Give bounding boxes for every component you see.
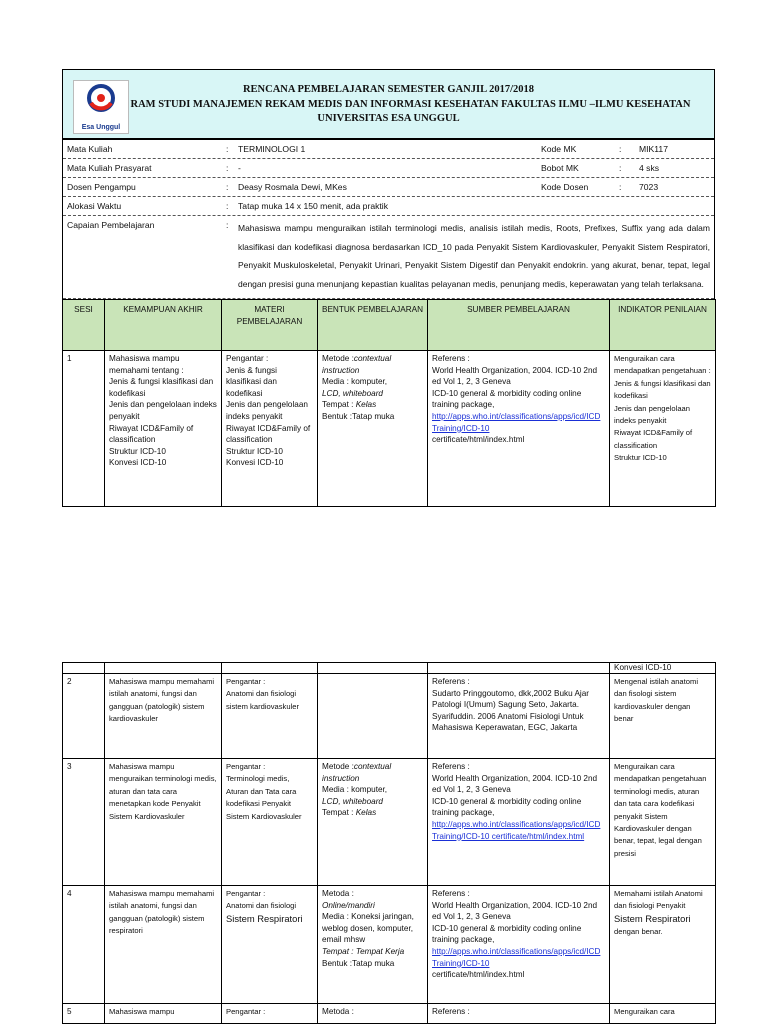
header-title-line2: RAM STUDI MANAJEMEN REKAM MEDIS DAN INFORMASI KESEHATAN FAKULTAS ILMU –ILMU KESEHATAN	[130, 99, 691, 110]
cell-materi: Pengantar :	[222, 1004, 318, 1024]
cell-bentuk	[318, 759, 428, 886]
header-title-line3: UNIVERSITAS ESA UNGGUL	[317, 113, 460, 124]
sumber-text-post: certificate/html/index.html	[432, 970, 525, 980]
table-row-continued	[63, 663, 716, 674]
bentuk-metode-value: contextual instruction	[322, 762, 392, 783]
label-kode-mk: Kode MK	[541, 144, 577, 154]
course-info	[62, 139, 715, 299]
cell-kemampuan: Mahasiswa mampu memahami tentang : Jenis & fungsi klasifikasi dan kodefikasi Jenis dan pengelolaan indeks penyakit Riwayat ICD&Family of classification Struktur ICD-10 Konvesi ICD-10	[105, 351, 222, 507]
cell-sesi: 5	[63, 1004, 105, 1024]
value-bobot: 4 sks	[639, 163, 660, 173]
sumber-link[interactable]: http://apps.who.int/classifications/apps/icd/ICD Training/ICD-10	[432, 411, 601, 433]
bentuk-tempat: Tempat :	[322, 400, 354, 410]
bentuk-metode-value: contextual instruction	[322, 354, 392, 375]
table-row	[63, 1004, 716, 1024]
document-page-2	[62, 662, 715, 1024]
colon: :	[619, 163, 622, 173]
bentuk-media-value: LCD, whiteboard	[322, 388, 383, 398]
column-header: SESI	[63, 300, 105, 351]
value-prasyarat: -	[238, 163, 241, 173]
value-dosen: Deasy Rosmala Dewi, MKes	[238, 182, 347, 192]
value-alokasi: Tatap muka 14 x 150 menit, ada praktik	[238, 201, 388, 211]
colon: :	[226, 201, 229, 211]
info-row-prasyarat	[63, 159, 714, 178]
cell-kemampuan: Mahasiswa mampu	[105, 1004, 222, 1024]
column-header: SUMBER PEMBELAJARAN	[428, 300, 610, 351]
column-header: KEMAMPUAN AKHIR	[105, 300, 222, 351]
cell-sesi: 3	[63, 759, 105, 886]
sumber-text-post: certificate/html/index.html	[432, 435, 525, 445]
sumber-text: Referens : World Health Organization, 2004. ICD-10 2nd ed Vol 1, 2, 3 Geneva ICD-10 general & morbidity coding online training package,	[432, 354, 598, 410]
cell-materi: Pengantar : Jenis & fungsi klasifikasi dan kodefikasi Jenis dan pengelolaan indeks penyakit Riwayat ICD&Family of classification Struktur ICD-10 Konvesi ICD-10	[222, 351, 318, 507]
bentuk-media: Media : komputer,	[322, 785, 388, 795]
table-row	[63, 674, 716, 759]
table-row	[63, 886, 716, 1004]
cell-indikator: Konvesi ICD-10	[610, 663, 716, 674]
bentuk-tempat-value: Kelas	[355, 808, 377, 818]
value-capaian: Mahasiswa mampu menguraikan istilah terminologi medis, analisis istilah medis, Roots, Prefixes, Suffix yang ada dalam klasifikasi dan kodefikasi diagnosa berdasarkan ICD_10 pada Penyakit Sistem Kardiovaskuler, Penyakit Sistem Respiratori, Penyakit Muskuloskeletal, Penyakit Urinari, Penyakit Sistem Digestif dan Penyakit endokrin. yang akurat, benar, tepat, legal dengan presisi guna menunjang kepastian kualitas pelayanan medis, penunjang medis, keperawatan yang telah terlaksana.	[238, 223, 710, 289]
indikator-text: Memahami istilah Anatomi dan fisiologi Penyakit	[614, 889, 703, 911]
materi-topic: Sistem Respiratori	[226, 912, 303, 924]
cell-sumber	[428, 351, 610, 507]
cell-indikator: Menguraikan cara mendapatkan pengetahuan terminologi medis, aturan dan tata cara kodefikasi penyakit Sistem Kardiovaskuler dengan benar, tepat, legal dengan presisi	[610, 759, 716, 886]
cell-bentuk	[318, 674, 428, 759]
header-banner	[62, 69, 715, 139]
cell-indikator: Menguraikan cara mendapatkan pengetahuan : Jenis & fungsi klasifikasi dan kodefikasi Jenis dan pengelolaan indeks penyakit Riwayat ICD&Family of classification Struktur ICD-10	[610, 351, 716, 507]
document-page-1	[62, 69, 715, 507]
cell-bentuk: Metoda :	[318, 1004, 428, 1024]
cell-sumber	[428, 886, 610, 1004]
header-title-line1: RENCANA PEMBELAJARAN SEMESTER GANJIL 2017/2018	[242, 84, 535, 95]
bentuk-tempat: Tempat : Tempat Kerja	[322, 946, 405, 956]
value-mata-kuliah: TERMINOLOGI 1	[238, 144, 306, 154]
bentuk-metode: Metode :	[322, 762, 354, 771]
cell-sumber: Referens :	[428, 1004, 610, 1024]
cell-kemampuan: Mahasiswa mampu menguraikan terminologi medis, aturan dan tata cara menetapkan kode Penyakit Sistem Kardiovaskuler	[105, 759, 222, 886]
value-kode-dosen: 7023	[639, 182, 659, 192]
label-kode-dosen: Kode Dosen	[541, 182, 589, 192]
info-row-dosen	[63, 178, 714, 197]
cell-sumber	[428, 759, 610, 886]
indikator-text-post: dengan benar.	[614, 927, 663, 937]
label-bobot: Bobot MK	[541, 163, 579, 173]
bentuk-metode-value: Online/mandiri	[322, 900, 375, 910]
bentuk-tempat-value: Kelas	[355, 400, 377, 410]
colon: :	[226, 220, 229, 230]
session-table	[62, 299, 716, 507]
label-alokasi: Alokasi Waktu	[67, 201, 122, 211]
bentuk-metode: Metode :	[322, 354, 354, 363]
colon: :	[226, 144, 229, 154]
label-mata-kuliah: Mata Kuliah	[67, 144, 113, 154]
bentuk-type: Bentuk :Tatap muka	[322, 411, 395, 421]
cell-sesi: 1	[63, 351, 105, 507]
column-header: BENTUK PEMBELAJARAN	[318, 300, 428, 351]
label-prasyarat: Mata Kuliah Prasyarat	[67, 163, 152, 173]
bentuk-metode: Metoda :	[322, 889, 354, 898]
logo-text: Esa Unggul	[81, 124, 121, 131]
column-header: INDIKATOR PENILAIAN	[610, 300, 716, 351]
cell-materi	[222, 886, 318, 1004]
sumber-link[interactable]: http://apps.who.int/classifications/apps/icd/ICD Training/ICD-10 certificate/html/index.html	[432, 819, 601, 841]
bentuk-media: Media : komputer,	[322, 377, 388, 387]
sumber-link[interactable]: http://apps.who.int/classifications/apps/icd/ICD Training/ICD-10	[432, 946, 601, 968]
bentuk-media-value: LCD, whiteboard	[322, 796, 383, 806]
bentuk-media: Media : Koneksi jaringan, weblog dosen, komputer, email mhsw	[322, 912, 414, 945]
bentuk-type: Bentuk :Tatap muka	[322, 958, 395, 968]
label-capaian: Capaian Pembelajaran	[67, 220, 155, 230]
cell-indikator: Menguraikan cara	[610, 1004, 716, 1024]
table-header-row	[63, 300, 716, 351]
cell-sumber: Referens : Sudarto Pringgoutomo, dkk,2002 Buku Ajar Patologi I(Umum) Sagung Seto, Jakarta. Syarifuddin. 2006 Anatomi Fisiologi Untuk Mahasiswa Keperawatan, EGC, Jakarta	[428, 674, 610, 759]
colon: :	[226, 182, 229, 192]
table-row	[63, 759, 716, 886]
cell-indikator	[610, 886, 716, 1004]
cell-sesi: 2	[63, 674, 105, 759]
sumber-text: Referens : World Health Organization, 2004. ICD-10 2nd ed Vol 1, 2, 3 Geneva ICD-10 general & morbidity coding online training package,	[432, 889, 598, 945]
cell-materi: Pengantar : Terminologi medis, Aturan dan Tata cara kodefikasi Penyakit Sistem Kardiovaskuler	[222, 759, 318, 886]
value-kode-mk: MIK117	[639, 144, 668, 154]
colon: :	[226, 163, 229, 173]
cell-kemampuan: Mahasiswa mampu memahami istilah anatomi, fungsi dan gangguan (patologik) sistem respiratori	[105, 886, 222, 1004]
cell-indikator: Mengenal istilah anatomi dan fisologi sistem kardiovaskuler dengan benar	[610, 674, 716, 759]
cell-bentuk	[318, 351, 428, 507]
indikator-topic: Sistem Respiratori	[614, 912, 691, 924]
info-row-alokasi	[63, 197, 714, 216]
materi-text: Pengantar : Anatomi dan fisiologi	[226, 889, 297, 911]
cell-sesi: 4	[63, 886, 105, 1004]
cell-bentuk	[318, 886, 428, 1004]
session-table-continued	[62, 662, 716, 1024]
cell-materi: Pengantar : Anatomi dan fisiologi sistem kardiovaskuler	[222, 674, 318, 759]
bentuk-tempat: Tempat :	[322, 808, 354, 818]
colon: :	[619, 182, 622, 192]
sumber-text: Referens : World Health Organization, 2004. ICD-10 2nd ed Vol 1, 2, 3 Geneva ICD-10 general & morbidity coding online training package,	[432, 762, 598, 818]
colon: :	[619, 144, 622, 154]
info-row-mata-kuliah	[63, 139, 714, 159]
column-header: MATERI PEMBELAJARAN	[222, 300, 318, 351]
info-row-capaian	[63, 216, 714, 299]
table-row	[63, 351, 716, 507]
cell-kemampuan: Mahasiswa mampu memahami istilah anatomi, fungsi dan gangguan (patologik) sistem kardiovaskuler	[105, 674, 222, 759]
label-dosen: Dosen Pengampu	[67, 182, 136, 192]
